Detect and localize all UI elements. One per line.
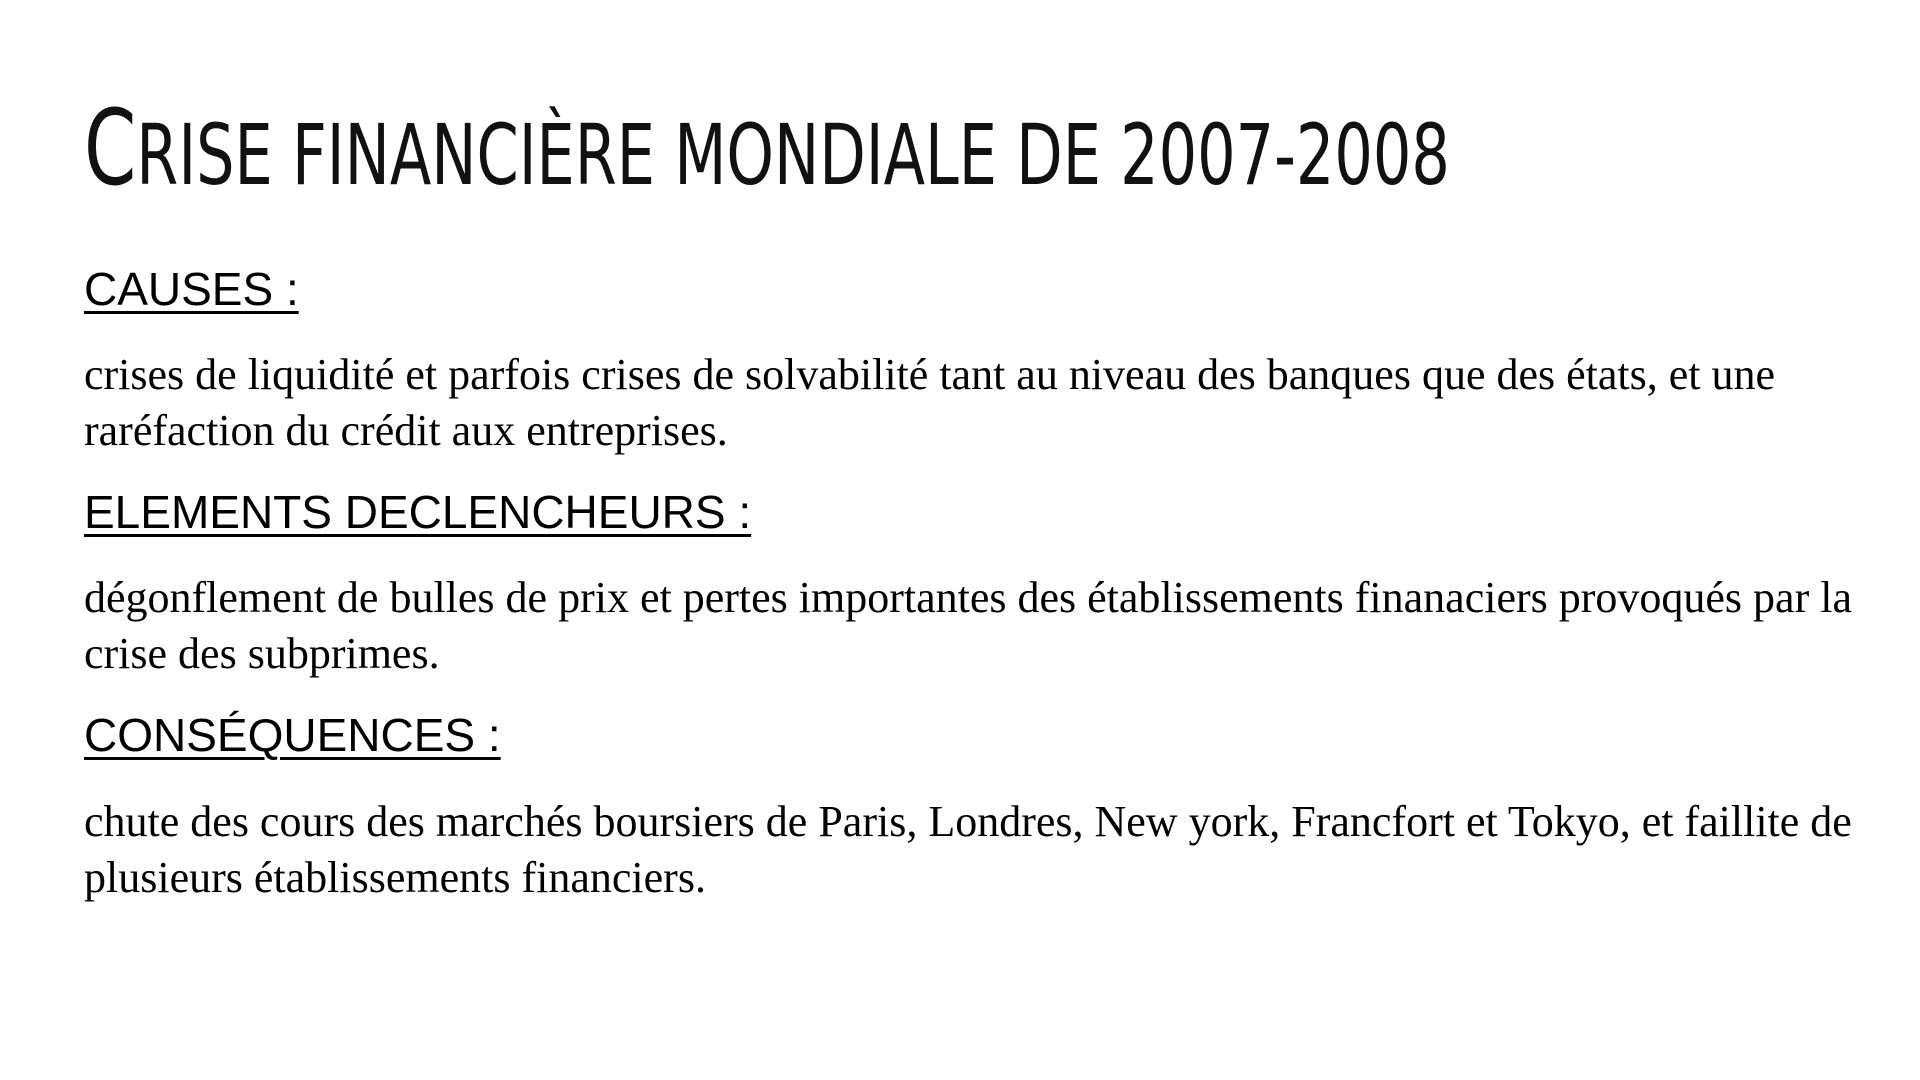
causes-heading: CAUSES :	[84, 263, 299, 315]
slide-title	[84, 87, 1450, 209]
slide-title-initial: C	[84, 87, 137, 209]
slide-content	[84, 262, 1864, 932]
causes-text: crises de liquidité et parfois crises de solvabilité tant au niveau des banques que des états, et une raréfaction du crédit aux entreprises.	[84, 350, 1776, 456]
slide-title-text: RISE FINANCIÈRE MONDIALE DE 2007-2008	[136, 106, 1450, 204]
triggers-heading: ELEMENTS DECLENCHEURS :	[84, 486, 752, 539]
triggers-text: dégonflement de bulles de prix et pertes importantes des établissements finanaciers provoqués par la crise des subprimes.	[84, 573, 1852, 679]
consequences-heading: CONSÉQUENCES :	[84, 709, 501, 762]
consequences-text: chute des cours des marchés boursiers de Paris, Londres, New york, Francfort et Tokyo, et faillite de plusieurs établissements financiers.	[84, 796, 1852, 902]
